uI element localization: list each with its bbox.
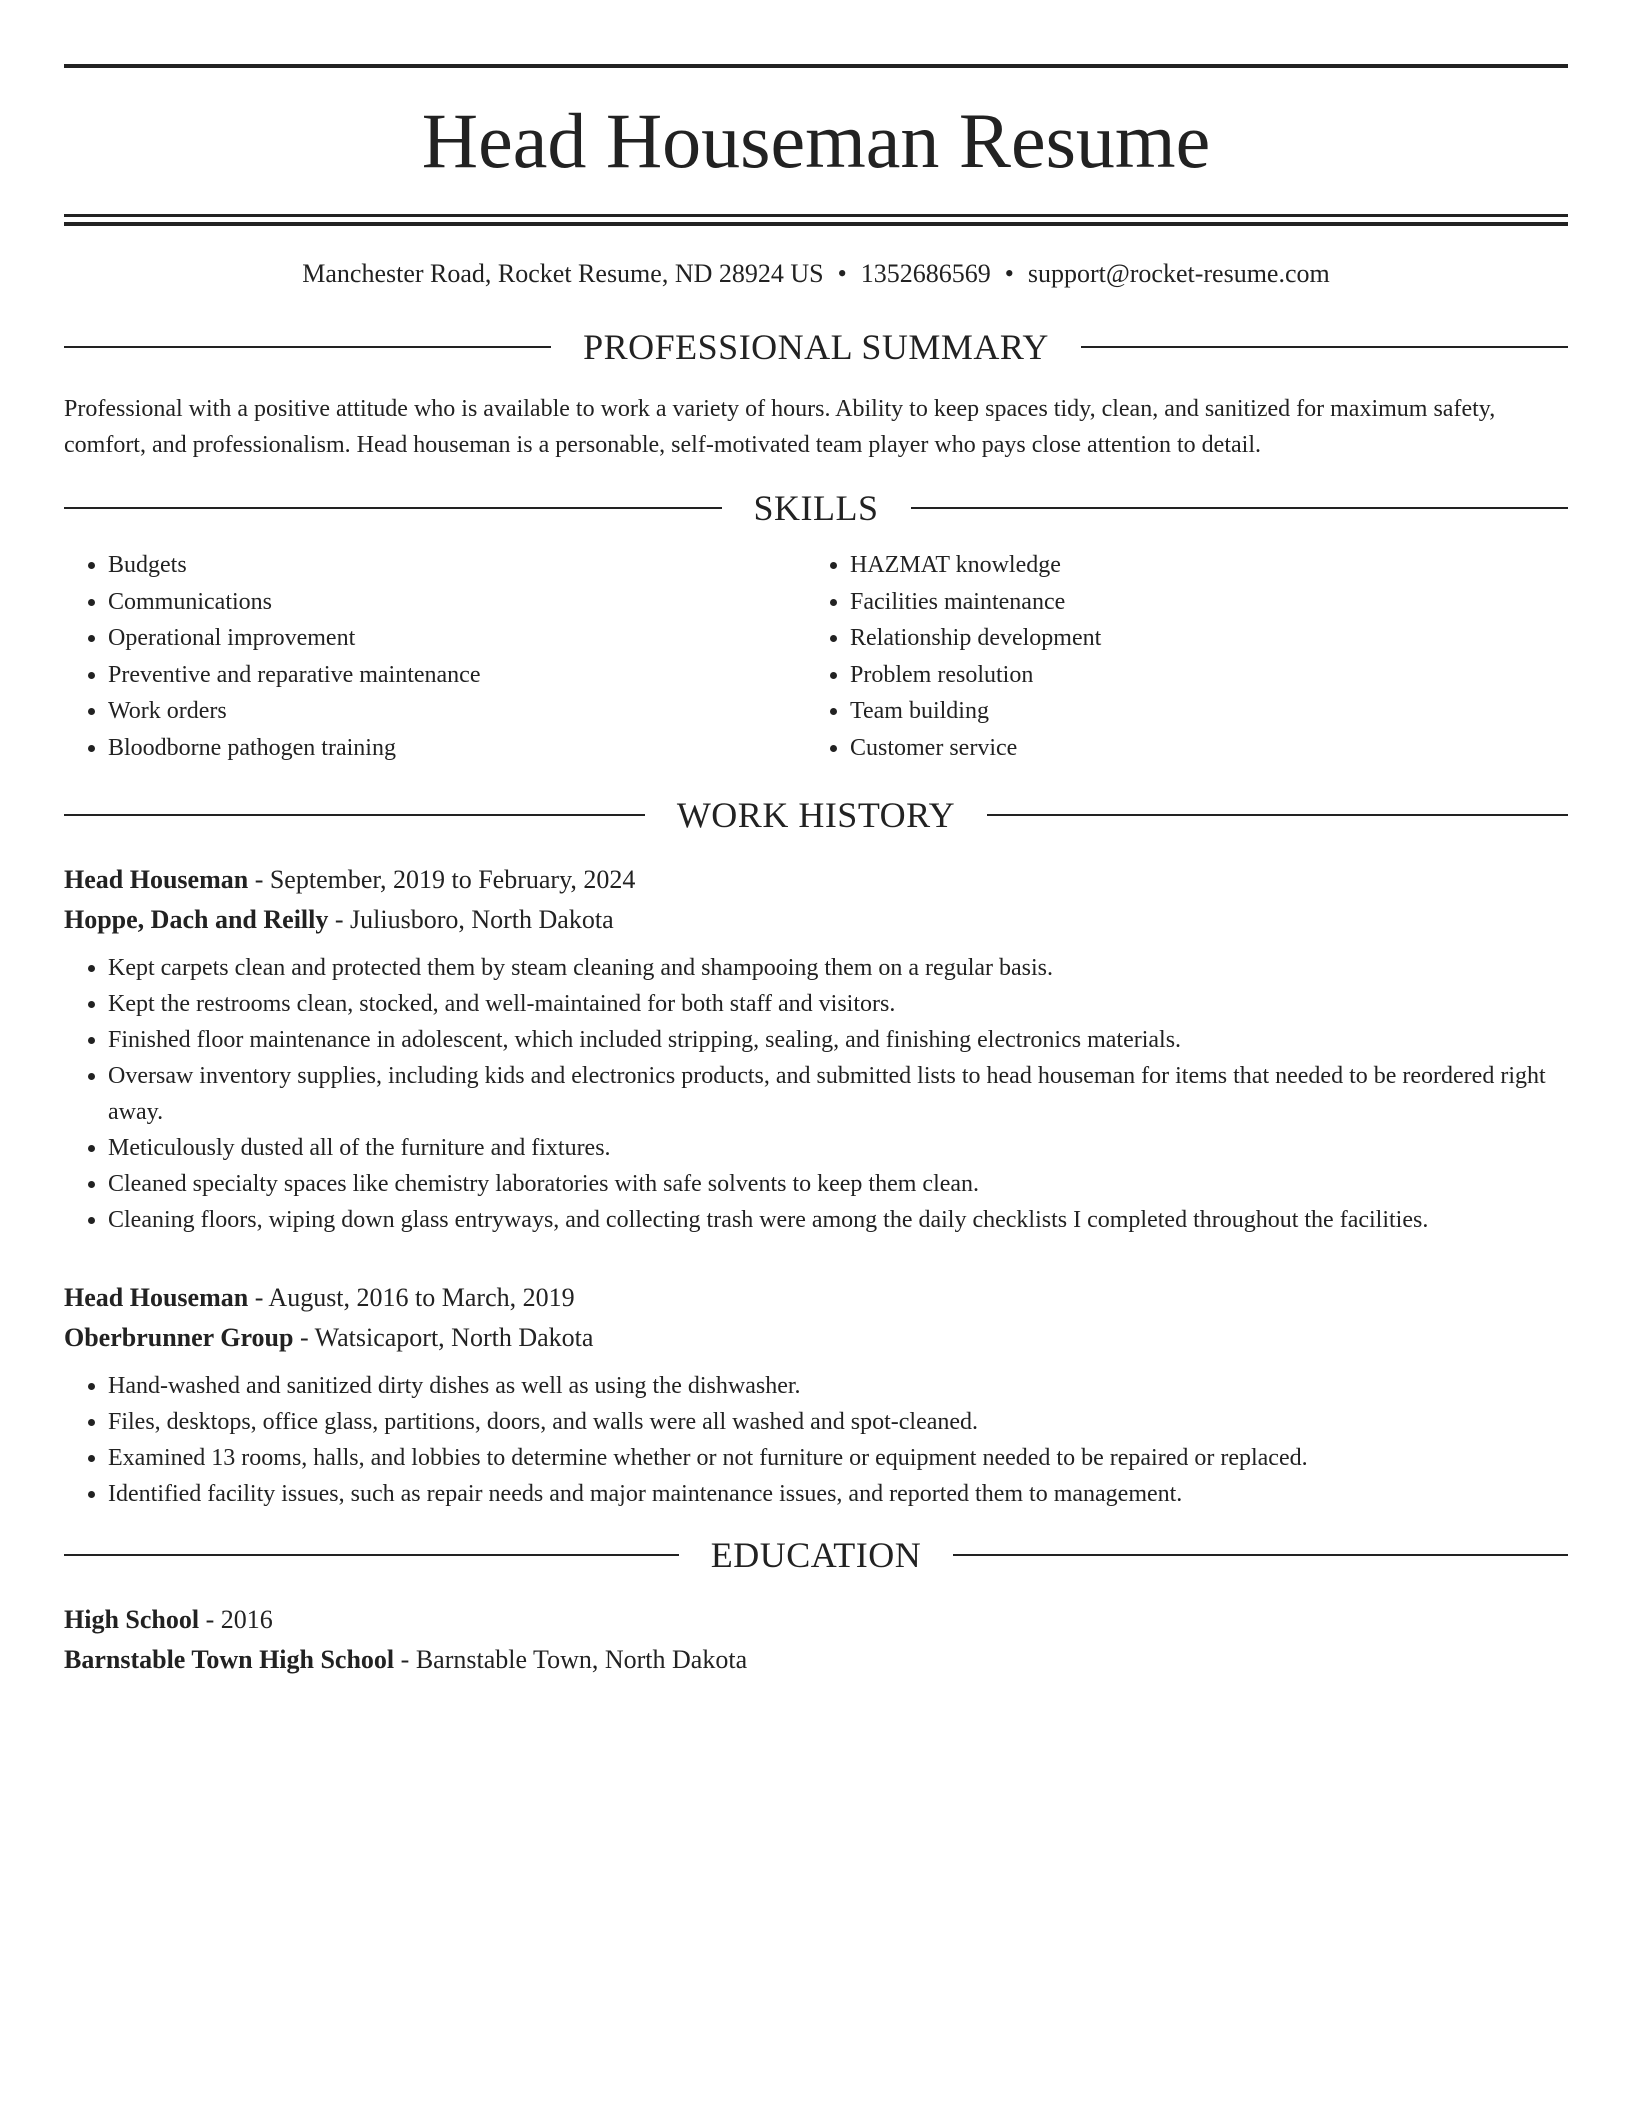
section-title: WORK HISTORY bbox=[676, 795, 956, 835]
top-rule bbox=[64, 64, 1568, 68]
duty-item: • Cleaned specialty spaces like chemistry laboratories with safe solvents to keep them clean. bbox=[108, 1166, 1568, 1202]
job-title: Head Houseman bbox=[64, 865, 249, 894]
education-degree: High School bbox=[64, 1605, 200, 1634]
contact-email: support@rocket-resume.com bbox=[1027, 259, 1330, 288]
duty-item: • Kept carpets clean and protected them by steam cleaning and shampooing them on a regular basis. bbox=[108, 950, 1568, 986]
skill-item: • Customer service bbox=[850, 730, 1568, 767]
skill-item: • Communications bbox=[108, 584, 806, 621]
duty-item: • Meticulously dusted all of the furniture and fixtures. bbox=[108, 1130, 1568, 1166]
job-duties bbox=[64, 950, 1568, 1238]
duty-item: • Kept the restrooms clean, stocked, and well-maintained for both staff and visitors. bbox=[108, 986, 1568, 1022]
skills-column-left bbox=[64, 547, 806, 766]
job-entry bbox=[64, 1278, 1568, 1512]
education-school: Barnstable Town High School bbox=[64, 1645, 395, 1674]
job-dates: - August, 2016 to March, 2019 bbox=[254, 1283, 575, 1312]
section-title: SKILLS bbox=[753, 488, 879, 528]
skill-item: • Work orders bbox=[108, 693, 806, 730]
section-title: PROFESSIONAL SUMMARY bbox=[583, 327, 1049, 367]
education-degree-line bbox=[64, 1600, 1568, 1640]
title-double-rule bbox=[64, 214, 1568, 226]
skills-list bbox=[64, 547, 1568, 766]
education-entry bbox=[64, 1600, 1568, 1680]
skill-item: • Relationship development bbox=[850, 620, 1568, 657]
skill-item: • Budgets bbox=[108, 547, 806, 584]
duty-item: • Identified facility issues, such as repair needs and major maintenance issues, and reported them to management. bbox=[108, 1476, 1568, 1512]
section-title: EDUCATION bbox=[710, 1535, 922, 1575]
resume-page bbox=[64, 64, 1568, 1680]
heading-rule bbox=[953, 1554, 1568, 1556]
contact-separator: • bbox=[1004, 259, 1014, 288]
job-location: - Juliusboro, North Dakota bbox=[334, 905, 614, 934]
job-company: Hoppe, Dach and Reilly bbox=[64, 905, 329, 934]
skill-item: • Team building bbox=[850, 693, 1568, 730]
skill-item: • Facilities maintenance bbox=[850, 584, 1568, 621]
heading-rule bbox=[1081, 346, 1568, 348]
job-entry bbox=[64, 860, 1568, 1238]
job-title-line bbox=[64, 860, 1568, 900]
education-year: - 2016 bbox=[205, 1605, 273, 1634]
skill-item: • Bloodborne pathogen training bbox=[108, 730, 806, 767]
heading-rule bbox=[64, 507, 722, 509]
duty-item: • Oversaw inventory supplies, including kids and electronics products, and submitted lists to head houseman for items that needed to be reordered right away. bbox=[108, 1058, 1568, 1130]
job-company-line bbox=[64, 900, 1568, 940]
heading-rule bbox=[64, 814, 645, 816]
job-dates: - September, 2019 to February, 2024 bbox=[254, 865, 636, 894]
skills-column-right bbox=[806, 547, 1568, 766]
contact-phone: 1352686569 bbox=[860, 259, 991, 288]
heading-rule bbox=[64, 1554, 679, 1556]
heading-rule bbox=[987, 814, 1568, 816]
summary-text: Professional with a positive attitude who is available to work a variety of hours. Ability to keep spaces tidy, clean, and sanitized for maximum safety, comfort, and professionalism. Head houseman is a personable, self-motivated team player who pays close attention to detail. bbox=[64, 396, 1496, 458]
job-company-line bbox=[64, 1318, 1568, 1358]
skill-item: • Problem resolution bbox=[850, 657, 1568, 694]
skill-item: • Operational improvement bbox=[108, 620, 806, 657]
duty-item: • Finished floor maintenance in adolescent, which included stripping, sealing, and finishing electronics materials. bbox=[108, 1022, 1568, 1058]
job-location: - Watsicaport, North Dakota bbox=[299, 1323, 594, 1352]
duty-item: • Examined 13 rooms, halls, and lobbies to determine whether or not furniture or equipment needed to be repaired or replaced. bbox=[108, 1440, 1568, 1476]
contact-address: Manchester Road, Rocket Resume, ND 28924 US bbox=[302, 259, 824, 288]
section-heading-education bbox=[64, 1534, 1568, 1576]
contact-line bbox=[64, 259, 1568, 289]
job-company: Oberbrunner Group bbox=[64, 1323, 294, 1352]
job-duties bbox=[64, 1368, 1568, 1512]
resume-title: Head Houseman Resume bbox=[421, 97, 1211, 184]
heading-rule bbox=[64, 346, 551, 348]
education-location: - Barnstable Town, North Dakota bbox=[400, 1645, 748, 1674]
skill-item: • Preventive and reparative maintenance bbox=[108, 657, 806, 694]
skill-item: • HAZMAT knowledge bbox=[850, 547, 1568, 584]
job-title: Head Houseman bbox=[64, 1283, 249, 1312]
section-heading-skills bbox=[64, 487, 1568, 529]
duty-item: • Cleaning floors, wiping down glass entryways, and collecting trash were among the daily checklists I completed throughout the facilities. bbox=[108, 1202, 1568, 1238]
contact-separator: • bbox=[837, 259, 847, 288]
heading-rule bbox=[911, 507, 1569, 509]
section-heading-work-history bbox=[64, 794, 1568, 836]
job-title-line bbox=[64, 1278, 1568, 1318]
duty-item: • Files, desktops, office glass, partitions, doors, and walls were all washed and spot-cleaned. bbox=[108, 1404, 1568, 1440]
education-school-line bbox=[64, 1640, 1568, 1680]
duty-item: • Hand-washed and sanitized dirty dishes as well as using the dishwasher. bbox=[108, 1368, 1568, 1404]
section-heading-summary bbox=[64, 326, 1568, 368]
